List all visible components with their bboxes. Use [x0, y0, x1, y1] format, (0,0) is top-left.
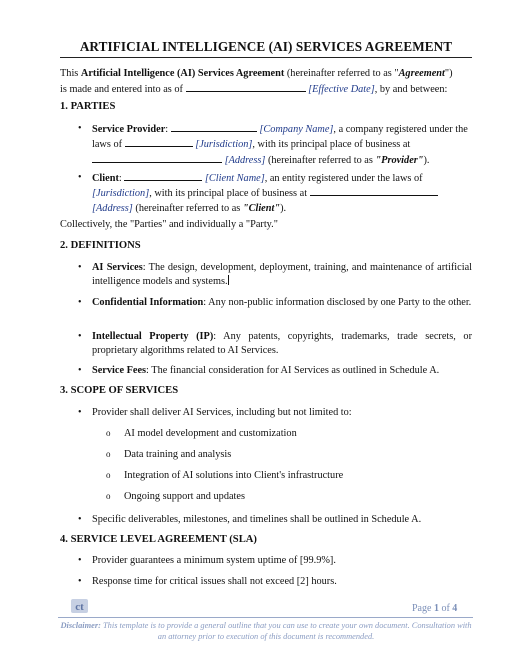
intro-text: is made and entered into as of [60, 83, 186, 95]
provider-ref: "Provider" [375, 154, 424, 166]
bullet-icon: • [78, 514, 82, 525]
logo-text: ct [75, 601, 84, 613]
effective-date-blank[interactable] [186, 82, 306, 92]
collective-text: Collectively, the "Parties" and individually a "Party." [60, 219, 278, 230]
scope-heading: 3. SCOPE OF SERVICES [60, 385, 179, 396]
company-logo-icon [71, 599, 88, 613]
disclaimer-label: Disclaimer: [60, 621, 101, 630]
scope-tail-item [78, 513, 472, 527]
circle-bullet-icon: o [106, 449, 111, 459]
client-address-placeholder: [Address] [92, 202, 133, 214]
intro-text: , by and between: [374, 83, 448, 95]
sla-item [78, 575, 472, 589]
scope-subitem-text: AI model development and customization [124, 428, 297, 439]
intro-text: ") [444, 68, 453, 79]
provider-item [78, 122, 472, 168]
definition-sep: : [203, 297, 207, 308]
provider-label: Service Provider [92, 124, 166, 135]
disclaimer-text [60, 620, 472, 642]
definition-term: Service Fees [92, 365, 147, 376]
provider-text: ). [423, 154, 430, 166]
definition-sep: : [142, 262, 146, 273]
jurisdiction-blank[interactable] [125, 137, 193, 147]
title-underline [60, 57, 472, 58]
provider-text: laws of [92, 139, 123, 151]
sla-item-text: Provider guarantees a minimum system uptime of [99.9%]. [92, 555, 336, 566]
bullet-icon: • [78, 407, 82, 418]
client-text: ). [280, 202, 287, 214]
client-text: , an entity registered under the laws of [264, 173, 423, 184]
page-of: of [438, 603, 453, 614]
scope-subitem-text: Ongoing support and updates [124, 491, 245, 502]
bullet-icon: • [78, 576, 82, 587]
parties-heading: 1. PARTIES [60, 101, 116, 112]
bullet-icon: • [78, 262, 82, 273]
provider-text: , a company registered under the [333, 124, 468, 135]
client-item [78, 171, 472, 216]
circle-bullet-icon: o [106, 491, 111, 501]
sla-heading: 4. SERVICE LEVEL AGREEMENT (SLA) [60, 534, 257, 545]
bullet-icon: • [78, 365, 82, 376]
scope-subitem-text: Data training and analysis [124, 449, 232, 460]
page-current: 1 [433, 603, 439, 614]
definition-text: Any non-public information disclosed by one Party to the other. [206, 297, 472, 308]
bullet-icon: • [78, 297, 82, 308]
bullet-icon: • [78, 123, 82, 134]
text-cursor [228, 275, 229, 285]
address-placeholder: [Address] [224, 154, 266, 166]
bullet-icon: • [78, 555, 82, 566]
intro-text: (hereinafter referred to as " [284, 68, 399, 79]
client-ref: "Client" [242, 202, 281, 214]
definition-item [78, 364, 472, 378]
sla-item [78, 554, 472, 568]
sla-item-text: Response time for critical issues shall not exceed [2] hours. [92, 576, 337, 587]
scope-subitem [106, 428, 297, 439]
definitions-heading: 2. DEFINITIONS [60, 240, 141, 251]
company-name-blank[interactable] [171, 122, 257, 132]
document-title: ARTIFICIAL INTELLIGENCE (AI) SERVICES AGREEMENT [79, 39, 453, 54]
intro-agreement-ref: Agreement [398, 68, 445, 79]
disclaimer-body: This template is to provide a general outline that you can use to create your own document. Consultation with an attorney prior to execution of this document is recommended. [100, 621, 472, 641]
footer-divider [58, 617, 473, 618]
scope-subitem [106, 491, 245, 502]
bullet-icon: • [78, 172, 82, 183]
definition-text: Any patents, copyrights, trademarks, trade secrets, or proprietary algorithms related to AI Services. [92, 331, 472, 357]
page-label: Page [412, 603, 434, 614]
circle-bullet-icon: o [106, 470, 111, 480]
provider-colon: : [165, 124, 169, 135]
scope-tail-text: Specific deliverables, milestones, and timelines shall be outlined in Schedule A. [92, 514, 422, 525]
definition-term: Confidential Information [92, 297, 204, 308]
bullet-icon: • [78, 331, 82, 342]
client-name-blank[interactable] [124, 171, 202, 181]
company-name-placeholder: [Company Name] [259, 124, 334, 135]
provider-text: , with its principal place of business at [252, 139, 411, 151]
intro-paragraph [60, 67, 472, 97]
address-blank[interactable] [92, 153, 222, 163]
client-address-blank[interactable] [310, 186, 438, 196]
client-colon: : [118, 173, 122, 184]
definition-sep: : [146, 365, 149, 376]
intro-agreement-name: Artificial Intelligence (AI) Services Agreement [80, 68, 285, 79]
jurisdiction-placeholder: [Jurisdiction] [195, 139, 253, 151]
page-total: 4 [452, 603, 458, 614]
definition-text: The design, development, deployment, training, and maintenance of artificial intelligence models and systems. [92, 262, 472, 288]
scope-lead-item [78, 406, 472, 420]
provider-text: (hereinafter referred to as [265, 154, 376, 166]
definition-term: Intellectual Property (IP) [92, 331, 214, 342]
page-number [412, 603, 457, 614]
definition-text: The financial consideration for AI Services as outlined in Schedule A. [148, 365, 440, 376]
scope-subitem [106, 470, 344, 481]
circle-bullet-icon: o [106, 428, 111, 438]
client-text: (hereinafter referred to as [132, 202, 243, 214]
client-label: Client [92, 173, 119, 184]
effective-date-placeholder: [Effective Date] [308, 83, 375, 95]
scope-lead-text: Provider shall deliver AI Services, including but not limited to: [92, 407, 352, 418]
definition-item [78, 261, 472, 290]
client-text: , with its principal place of business at [149, 188, 308, 200]
scope-subitem-text: Integration of AI solutions into Client's infrastructure [124, 470, 344, 481]
definition-item [78, 296, 472, 310]
definition-item [78, 330, 472, 359]
client-name-placeholder: [Client Name] [204, 173, 265, 184]
definition-sep: : [213, 331, 217, 342]
intro-text: This [60, 68, 81, 79]
scope-subitem [106, 449, 232, 460]
definition-term: AI Services [92, 262, 143, 273]
client-jurisdiction-placeholder: [Jurisdiction] [92, 188, 150, 200]
